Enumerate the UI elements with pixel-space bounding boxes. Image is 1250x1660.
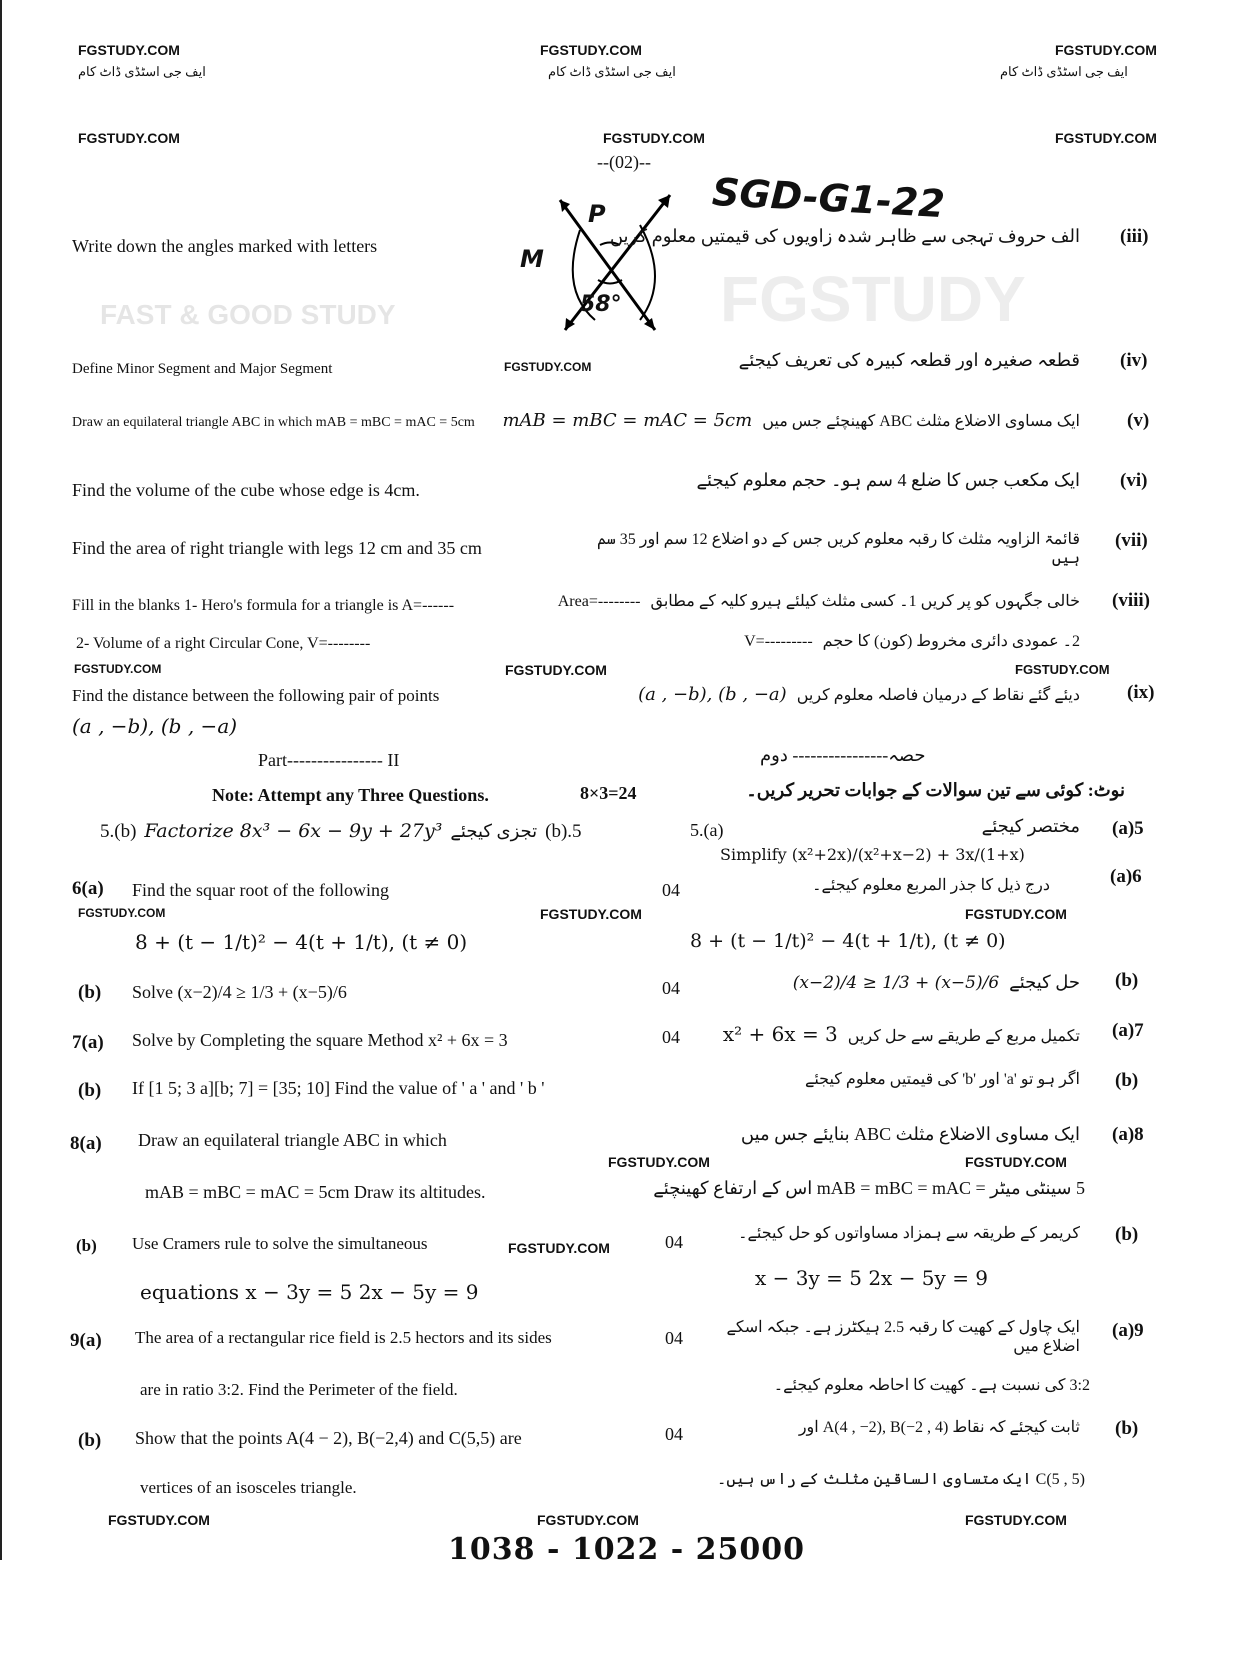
watermark-slogan: FAST & GOOD STUDY [100,299,396,330]
q-v-english: Draw an equilateral triangle ABC in which mAB = mBC = mAC = 5cm [72,415,475,430]
q9b-marks: 04 [665,1424,683,1444]
q-v-urdu-group [502,410,1080,432]
figure-label-p: P [588,200,606,228]
q-v-number: (v) [1127,410,1150,431]
q9a-number: 9(a) [70,1330,102,1351]
q8b-english: Use Cramers rule to solve the simultaneous [132,1234,428,1253]
q-ix-points: (a , −b), (b , −a) [72,714,238,738]
q7a-urdu-expression: x² + 6x = 3 [722,1022,838,1046]
q7a-urdu: تکمیل مربع کے طریقے سے حل کریں [847,1028,1080,1045]
part2-title-english: Part---------------- II [258,750,400,770]
q5b-urdu: تجزی کیجئے [450,821,538,841]
q-viii-english-2: 2- Volume of a right Circular Cone, V=-------- [76,635,371,652]
q8b-equations: equations x − 3y = 5 2x − 5y = 9 [140,1280,479,1304]
watermark: FGSTUDY.COM [74,662,162,676]
q-vii-english: Find the area of right triangle with legs 12 cm and 35 cm [72,538,482,558]
q6b-urdu-number: (b) [1115,970,1139,991]
q8a-urdu-2: 5 سینٹی میٹر = mAB = mBC = mAC اس کے ارتفاع کھینچئے [653,1178,1085,1198]
q8a-number: 8(a) [70,1133,102,1154]
part2-marks: 8×3=24 [580,783,637,803]
q9a-english-2: are in ratio 3:2. Find the Perimeter of the field. [140,1380,458,1399]
watermark: FGSTUDY.COM [1055,130,1157,146]
footer-code: 1038 - 1022 - 25000 [448,1532,806,1567]
q-ix-number: (ix) [1127,682,1155,703]
q-ix-english: Find the distance between the following pair of points [72,686,440,705]
q-vi-urdu: ایک مکعب جس کا ضلع 4 سم ہو۔ حجم معلوم کیجئے [696,470,1080,490]
q9a-urdu-2: 3:2 کی نسبت ہے۔ کھیت کا احاطہ معلوم کیجئے۔ [773,1377,1090,1394]
q5a-urdu: مختصر کیجئے [981,816,1080,836]
q-v-urdu-math: mAB = mBC = mAC = 5cm [502,410,753,431]
watermark: FGSTUDY.COM [965,906,1067,922]
watermark: FGSTUDY.COM [965,1154,1067,1170]
q9b-urdu-2: C(5 , 5) ایک متساوی الساقین مثلث کے راس ہیں۔ [717,1471,1085,1488]
watermark: FGSTUDY.COM [537,1512,639,1528]
q7a-urdu-group [700,1022,1080,1046]
q6a-urdu-number: (a)6 [1110,866,1142,887]
q-vi-english: Find the volume of the cube whose edge is 4cm. [72,480,420,500]
q9a-urdu-number: (a)9 [1112,1320,1144,1341]
watermark: FGSTUDY.COM [508,1240,610,1256]
q-viii-urdu-group-2 [560,632,1080,651]
watermark: FGSTUDY.COM [1015,662,1110,677]
q6a-urdu: درج ذیل کا جذر المربع معلوم کیجئے۔ [812,877,1050,894]
q7a-marks: 04 [662,1027,680,1047]
q5b-group [100,820,582,844]
part2-title-urdu: حصہ---------------- دوم [760,745,926,765]
watermark: FGSTUDY.COM [540,42,642,58]
q5b-number: 5.(b) [100,821,137,842]
part2-note-english: Note: Attempt any Three Questions. [212,785,489,805]
watermark-big: FGSTUDY [720,263,1026,335]
q7a-english: Solve by Completing the square Method x² + 6x = 3 [132,1030,508,1050]
q-ix-urdu: دیئے گئے نقاط کے درمیان فاصلہ معلوم کریں [796,687,1080,704]
q6a-english: Find the squar root of the following [132,880,389,900]
watermark: FGSTUDY.COM [78,42,180,58]
watermark: FGSTUDY.COM [603,130,705,146]
q6b-urdu-expression: (x−2)/4 ≥ 1/3 + (x−5)/6 [792,973,1000,993]
scan-edge [0,0,2,1560]
q-ix-urdu-group [560,684,1080,706]
q8a-urdu-number: (a)8 [1112,1124,1144,1145]
q-ix-urdu-math: (a , −b), (b , −a) [638,684,787,705]
page-number: --(02)-- [597,152,651,172]
q6b-marks: 04 [662,978,680,998]
q-viii-urdu-2: 2۔ عمودی دائری مخروط (کون) کا حجم [822,633,1080,650]
q9a-marks: 04 [665,1328,683,1348]
q5a-number: 5.(a) [690,820,724,840]
q-viii-urdu-group [540,592,1080,611]
q6a-number: 6(a) [72,878,104,899]
figure-angle-58: 58° [580,292,622,317]
watermark: FGSTUDY.COM [78,906,166,920]
q7b-urdu-number: (b) [1115,1070,1139,1091]
q8a-english-2: mAB = mBC = mAC = 5cm Draw its altitudes. [145,1182,486,1202]
q9b-urdu: ثابت کیجئے کہ نقاط A(4 , −2), B(−2 , 4) اور [798,1419,1080,1436]
q-vii-urdu: قائمۃ الزاویہ مثلث کا رقبہ معلوم کریں جس کے دو اضلاع 12 سم اور 35 سم ہیں [596,531,1080,568]
q9b-urdu-number: (b) [1115,1418,1139,1439]
q5b-english: Factorize 8x³ − 6x − 9y + 27y³ [144,820,443,842]
q-viii-urdu: خالی جگہوں کو پر کریں 1۔ کسی مثلث کیلئے ہیرو کلیہ کے مطابق [650,593,1080,610]
watermark: FGSTUDY.COM [965,1512,1067,1528]
q-viii-urdu-value: Area=-------- [557,593,641,610]
q-viii-number: (viii) [1112,590,1150,611]
q6a-expression: 8 + (t − 1/t)² − 4(t + 1/t), (t ≠ 0) [135,930,468,954]
q9a-english: The area of a rectangular rice field is 2.5 hectors and its sides [135,1328,552,1347]
q-v-urdu: ایک مساوی الاضلاع مثلث ABC کھینچئے جس میں [762,413,1080,430]
figure-label-m: M [520,245,544,273]
q-iv-number: (iv) [1120,350,1148,371]
q6b-number: (b) [78,982,102,1003]
q9b-number: (b) [78,1430,102,1451]
q5b-urdu-number: (b).5 [545,821,582,842]
watermark-urdu: ایف جی اسٹڈی ڈاٹ کام [548,64,676,79]
q6b-english: Solve (x−2)/4 ≥ 1/3 + (x−5)/6 [132,982,347,1002]
q8b-marks: 04 [665,1232,683,1252]
q7b-urdu: اگر ہو تو 'a' اور 'b' کی قیمتیں معلوم کیجئے [804,1071,1080,1088]
watermark: FGSTUDY.COM [108,1512,210,1528]
watermark: FGSTUDY.COM [608,1154,710,1170]
q-iv-english: Define Minor Segment and Major Segment [72,361,333,377]
q-iv-urdu: قطعہ صغیرہ اور قطعہ کبیرہ کی تعریف کیجئے [738,350,1080,370]
q-viii-urdu-value-2: V=--------- [744,633,813,650]
q7b-number: (b) [78,1080,102,1101]
watermark: FGSTUDY.COM [78,130,180,146]
q5a-english: Simplify (x²+2x)/(x²+x−2) + 3x/(1+x) [720,845,1025,864]
watermark: FGSTUDY.COM [1055,42,1157,58]
q8b-urdu-number: (b) [1115,1224,1139,1245]
q6a-urdu-expression: 8 + (t − 1/t)² − 4(t + 1/t), (t ≠ 0) [690,930,1006,952]
part2-note-urdu: نوٹ: کوئی سے تین سوالات کے جوابات تحریر کریں۔ [746,780,1125,800]
watermark: FGSTUDY.COM [540,906,642,922]
q8b-urdu: کریمر کے طریقہ سے ہمزاد مساواتوں کو حل کیجئے۔ [738,1225,1080,1242]
q-vi-number: (vi) [1120,470,1148,491]
q6a-marks: 04 [662,880,680,900]
q-iii-english: Write down the angles marked with letters [72,236,378,256]
watermark-urdu: ایف جی اسٹڈی ڈاٹ کام [78,64,206,79]
q8a-english: Draw an equilateral triangle ABC in which [138,1130,447,1150]
q9b-english: Show that the points A(4 − 2), B(−2,4) and C(5,5) are [135,1428,522,1448]
q8b-urdu-equations: x − 3y = 5 2x − 5y = 9 [755,1266,989,1290]
q8b-number: (b) [76,1236,97,1255]
q6b-urdu: حل کیجئے [1009,972,1080,992]
q7a-urdu-number: (a)7 [1112,1020,1144,1041]
q6b-urdu-group [700,972,1080,994]
watermark-urdu: ایف جی اسٹڈی ڈاٹ کام [1000,64,1128,79]
q5a-urdu-number: (a)5 [1112,818,1144,839]
q7b-english: If [1 5; 3 a][b; 7] = [35; 10] Find the value of ' a ' and ' b ' [132,1078,545,1098]
q-iii-number: (iii) [1120,226,1149,247]
q-iii-urdu: الف حروف تہجی سے ظاہر شدہ زاویوں کی قیمتیں معلوم کریں [609,226,1080,246]
q-viii-english: Fill in the blanks 1- Hero's formula for a triangle is A=------ [72,597,455,614]
q8a-urdu: ایک مساوی الاضلاع مثلث ABC بنایئے جس میں [740,1124,1080,1144]
q-vii-number: (vii) [1115,530,1148,551]
q7a-number: 7(a) [72,1032,104,1053]
handwritten-code: SGD-G1-22 [711,169,946,227]
q9a-urdu: ایک چاول کے کھیت کا رقبہ 2.5 ہیکٹرز ہے۔ جبکہ اسکے اضلاع میں [726,1319,1080,1356]
q9b-english-2: vertices of an isosceles triangle. [140,1478,357,1497]
watermark: FGSTUDY.COM [505,662,607,678]
watermark: FGSTUDY.COM [504,360,592,374]
